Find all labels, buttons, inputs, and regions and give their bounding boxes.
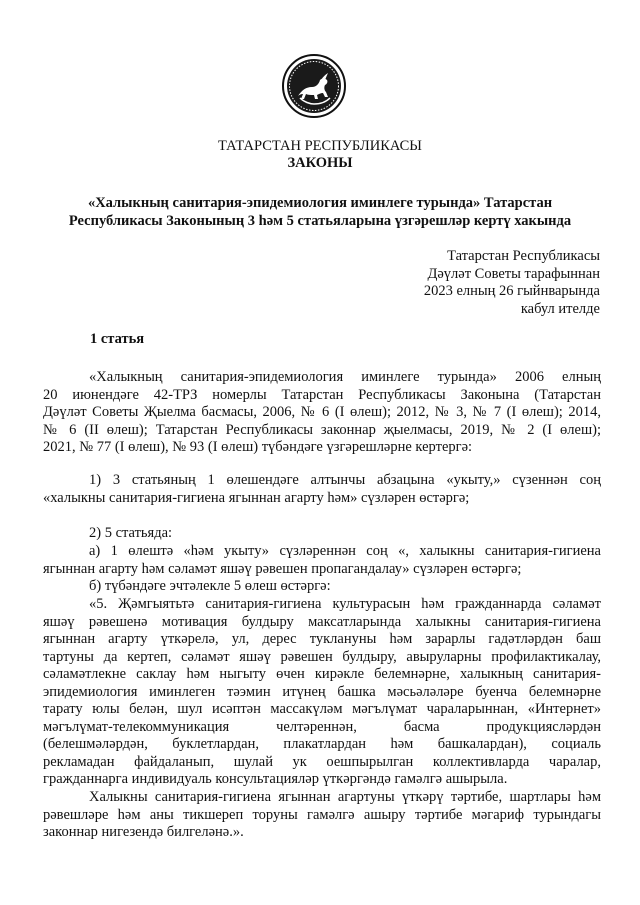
paragraph-line: ягыннан агарту һәм сәламәт яшәү рәвешен пропагандалау» сүзләрен өстәргә; bbox=[43, 560, 522, 577]
header-law: ЗАКОНЫ bbox=[287, 155, 353, 171]
paragraph-line: «Халыкның санитария-эпидемиология иминлеге турында» 2006 елның bbox=[89, 369, 601, 385]
paragraph-line: законнар нигезендә билгеләнә.». bbox=[43, 824, 244, 840]
point-2a bbox=[43, 543, 601, 578]
paragraph-line: 2021, № 77 (I өлеш), № 93 (I өлеш) түбәндәге үзгәрешләрне кертергә: bbox=[43, 439, 473, 455]
law-title-line-1: «Халыкның санитария-эпидемиология иминлеге турында» Татарстан bbox=[87, 195, 553, 211]
adoption-line: 2023 елның 26 гыйнварында bbox=[423, 283, 600, 299]
paragraph-line: 20 июнендәге 42-ТРЗ номерлы Татарстан Республикасы Законына (Татарстан bbox=[43, 386, 601, 403]
paragraph-line: тарату юлы белән, шул исәптән массакүләм мәгълүмат чараларыннан, «Интернет» bbox=[43, 701, 601, 717]
point-2b: б) түбәндәге эчтәлекле 5 өлеш өстәргә: bbox=[89, 578, 331, 594]
paragraph-line: яшәү рәвешенә мотивация булдыру максатларында халыкны санитария-гигиена bbox=[43, 613, 601, 630]
adoption-line: Татарстан Республикасы bbox=[447, 248, 600, 264]
paragraph-line: сәламәтлекне саклау һәм ныгыту өчен кирәкле белемнәрне, халыкның санитария- bbox=[43, 666, 601, 682]
paragraph-line: рекламадан файдаланып, шулай ук оешпырылган коллективларда чаралар, bbox=[43, 753, 601, 770]
paragraph-line: гражданнарга индивидуаль консультацияләр үткәргәндә гамәлгә ашырыла. bbox=[43, 771, 508, 787]
paragraph-line: Дәүләт Советы Җыелма басмасы, 2006, № 6 (I өлеш); 2012, № 3, № 7 (I өлеш); 2014, bbox=[43, 404, 601, 420]
paragraph-line: «халыкны санитария-гигиена ягыннан агарту һәм» сүзләрен өстәргә; bbox=[43, 489, 470, 506]
point-1 bbox=[43, 472, 601, 507]
part-5-final-paragraph bbox=[43, 789, 601, 842]
point-2-heading: 2) 5 статьяда: bbox=[89, 525, 173, 541]
article-heading: 1 статья bbox=[90, 331, 145, 347]
paragraph-line: тартуны да кертеп, сәламәт яшәү рәвешен булдыру, авыруларны профилактикалау, bbox=[43, 648, 601, 665]
part-5-paragraph bbox=[43, 596, 601, 789]
intro-paragraph bbox=[43, 369, 601, 457]
paragraph-line: № 6 (II өлеш); Татарстан Республикасы законнар җыелмасы, 2019, № 2 (I өлеш); bbox=[43, 421, 601, 438]
paragraph-line: эпидемиология иминлеген тәэмин итүнең башка мәсьәләләре буенча белемнәрне bbox=[43, 683, 601, 700]
paragraph-line: Халыкны санитария-гигиена ягыннан агартуны үткәрү тәртибе, шартлары һәм bbox=[89, 789, 601, 805]
paragraph-line: «5. Җәмгыятьтә санитария-гигиена культурасын һәм гражданнарда сәламәт bbox=[89, 596, 601, 612]
paragraph-line: ягыннан агарту үткәрелә, ул, дерес туклануны һәм зарарлы гадәтләрдән баш bbox=[43, 631, 601, 647]
paragraph-line: (белешмәләрдән, буклетлардан, плакатлардан һәм башкалардан), социаль bbox=[43, 736, 601, 752]
paragraph-line: 1) 3 статьяның 1 өлешендәге алтынчы абзацына «укыту,» сүзеннән соң bbox=[89, 472, 601, 488]
law-title-line-2: Республикасы Законының 3 һәм 5 статьяларына үзгәрешләр кертү хакында bbox=[68, 213, 572, 229]
adoption-line: Дәүләт Советы тарафыннан bbox=[427, 265, 600, 282]
tatarstan-emblem-icon bbox=[282, 54, 346, 118]
header-republic: ТАТАРСТАН РЕСПУБЛИКАСЫ bbox=[218, 138, 422, 154]
paragraph-line: рәвешләре һәм аны тикшереп торуны гамәлгә ашыру тәртибе мәгариф турындагы bbox=[43, 806, 601, 823]
adoption-block bbox=[424, 248, 600, 318]
adoption-line: кабул ителде bbox=[520, 300, 600, 317]
paragraph-line: а) 1 өлештә «һәм укыту» сүзләреннән соң «, халыкны санитария-гигиена bbox=[89, 543, 601, 559]
paragraph-line: мәгълүмат-телекоммуникация челтәреннән, басма продукциясләрдән bbox=[43, 718, 601, 735]
